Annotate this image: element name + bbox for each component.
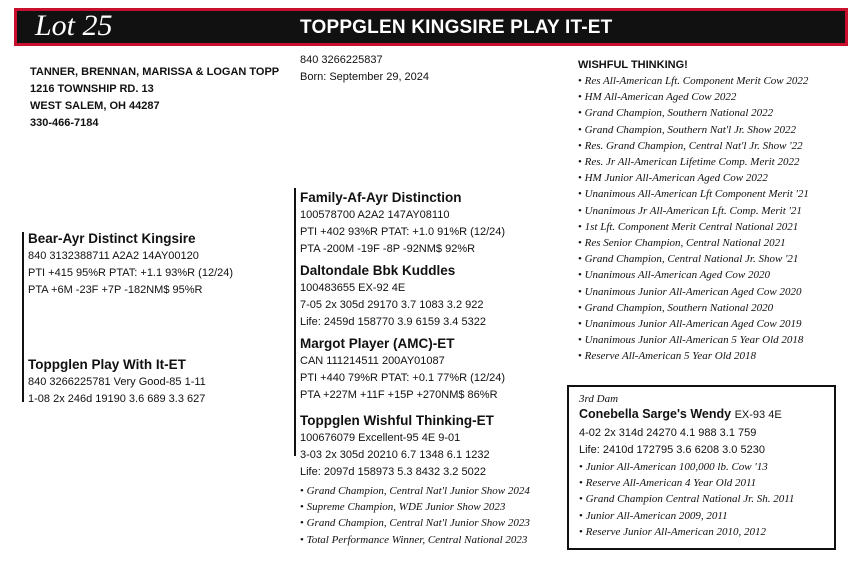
- dam-sire-line: CAN 111214511 200AY01087: [300, 355, 445, 367]
- animal-birthdate: Born: September 29, 2024: [300, 71, 430, 83]
- award-item: • Grand Champion, Central Nat'l Junior Show 2024: [300, 483, 530, 499]
- pedigree-line-dam: [294, 336, 296, 456]
- third-dam-name: Conebella Sarge's Wendy: [579, 407, 732, 421]
- lot-number: Lot 25: [35, 9, 113, 42]
- sire-dam-name: Daltondale Bbk Kuddles: [300, 263, 456, 278]
- third-dam-line: 4-02 2x 314d 24270 4.1 988 3.1 759: [579, 427, 757, 439]
- sire-sire-name: Family-Af-Ayr Distinction: [300, 190, 462, 205]
- owner-address-line2: WEST SALEM, OH 44287: [30, 100, 160, 112]
- pedigree-line-left: [22, 232, 24, 402]
- award-item: • HM All-American Aged Cow 2022: [578, 89, 809, 105]
- third-dam-classification: EX-93 4E: [734, 409, 782, 421]
- third-dam-label: 3rd Dam: [579, 393, 619, 405]
- award-item: • Res Senior Champion, Central National 2021: [578, 235, 809, 251]
- owner-block: [30, 64, 279, 132]
- award-item: • Unanimous Junior All-American Aged Cow 2019: [578, 316, 809, 332]
- award-item: • Reserve Junior All-American 2010, 2012: [579, 524, 794, 540]
- sire-line: PTA +6M -23F +7P -182NM$ 95%R: [28, 284, 203, 296]
- dam-sire-name: Margot Player (AMC)-ET: [300, 336, 455, 351]
- dam-dam-line: 3-03 2x 305d 20210 6.7 1348 6.1 1232: [300, 449, 490, 461]
- third-dam-box: [567, 385, 836, 550]
- animal-name: TOPPGLEN KINGSIRE PLAY IT-ET: [300, 17, 613, 38]
- sire-dam-block: [300, 261, 486, 331]
- award-item: • Grand Champion, Southern National 2020: [578, 300, 809, 316]
- sire-block: [28, 229, 233, 299]
- wishful-thinking-title: WISHFUL THINKING!: [578, 59, 688, 71]
- animal-registration: 840 3266225837: [300, 54, 383, 66]
- award-item: • Grand Champion Central National Jr. Sh. 2011: [579, 491, 794, 507]
- award-item: • Unanimous All-American Lft Component Merit '21: [578, 186, 809, 202]
- sire-line: PTI +415 95%R PTAT: +1.1 93%R (12/24): [28, 267, 234, 279]
- dam-line: 840 3266225781 Very Good-85 1-11: [28, 376, 206, 388]
- dam-block: [28, 355, 206, 408]
- sire-dam-line: 100483655 EX-92 4E: [300, 282, 406, 294]
- sire-dam-line: Life: 2459d 158770 3.9 6159 3.4 5322: [300, 316, 486, 328]
- dam-dam-line: Life: 2097d 158973 5.3 8432 3.2 5022: [300, 466, 486, 478]
- award-item: • Res. Jr All-American Lifetime Comp. Merit 2022: [578, 154, 809, 170]
- award-item: • HM Junior All-American Aged Cow 2022: [578, 170, 809, 186]
- dam-sire-block: [300, 334, 505, 404]
- award-item: • Reserve All-American 4 Year Old 2011: [579, 475, 794, 491]
- award-item: • Unanimous All-American Aged Cow 2020: [578, 267, 809, 283]
- award-item: • Junior All-American 100,000 lb. Cow '13: [579, 459, 794, 475]
- award-item: • Total Performance Winner, Central National 2023: [300, 532, 530, 548]
- award-item: • Grand Champion, Central Nat'l Junior Show 2023: [300, 515, 530, 531]
- dam-sire-line: PTI +440 79%R PTAT: +0.1 77%R (12/24): [300, 372, 506, 384]
- lot-header: [14, 8, 848, 46]
- award-item: • Grand Champion, Southern National 2022: [578, 105, 809, 121]
- dam-dam-name: Toppglen Wishful Thinking-ET: [300, 413, 494, 428]
- award-item: • Res All-American Lft. Component Merit Cow 2022: [578, 73, 809, 89]
- animal-info: [300, 52, 429, 86]
- award-item: • Reserve All-American 5 Year Old 2018: [578, 348, 809, 364]
- owner-address-line1: 1216 TOWNSHIP RD. 13: [30, 83, 154, 95]
- wishful-thinking-block: [578, 57, 809, 365]
- owner-name: TANNER, BRENNAN, MARISSA & LOGAN TOPP: [30, 66, 280, 78]
- award-item: • Unanimous Junior All-American 5 Year Old 2018: [578, 332, 809, 348]
- third-dam-title: [579, 405, 794, 425]
- dam-name: Toppglen Play With It-ET: [28, 357, 186, 372]
- pedigree-line-sire: [294, 188, 296, 348]
- dam-sire-line: PTA +227M +11F +15P +270NM$ 86%R: [300, 389, 498, 401]
- owner-phone: 330-466-7184: [30, 117, 99, 129]
- award-item: • 1st Lft. Component Merit Central National 2021: [578, 219, 809, 235]
- sire-sire-line: PTA -200M -19F -8P -92NM$ 92%R: [300, 243, 476, 255]
- dam-dam-awards: [300, 483, 530, 548]
- sire-dam-line: 7-05 2x 305d 29170 3.7 1083 3.2 922: [300, 299, 484, 311]
- sire-name: Bear-Ayr Distinct Kingsire: [28, 231, 196, 246]
- sire-line: 840 3132388711 A2A2 14AY00120: [28, 250, 199, 262]
- award-item: • Supreme Champion, WDE Junior Show 2023: [300, 499, 530, 515]
- dam-dam-block: [300, 411, 530, 548]
- sire-sire-line: PTI +402 93%R PTAT: +1.0 91%R (12/24): [300, 226, 506, 238]
- award-item: • Unanimous Junior All-American Aged Cow 2020: [578, 284, 809, 300]
- third-dam-awards: [579, 459, 794, 540]
- award-item: • Res. Grand Champion, Central Nat'l Jr. Show '22: [578, 138, 809, 154]
- award-item: • Grand Champion, Southern Nat'l Jr. Show 2022: [578, 122, 809, 138]
- third-dam-line: Life: 2410d 172795 3.6 6208 3.0 5230: [579, 444, 765, 456]
- sire-sire-line: 100578700 A2A2 147AY08110: [300, 209, 450, 221]
- award-item: • Unanimous Jr All-American Lft. Comp. Merit '21: [578, 203, 809, 219]
- award-item: • Junior All-American 2009, 2011: [579, 508, 794, 524]
- sire-sire-block: [300, 188, 505, 258]
- wishful-thinking-awards: [578, 73, 809, 365]
- third-dam-content: [579, 393, 794, 540]
- dam-dam-line: 100676079 Excellent-95 4E 9-01: [300, 432, 461, 444]
- dam-line: 1-08 2x 246d 19190 3.6 689 3.3 627: [28, 393, 206, 405]
- award-item: • Grand Champion, Central National Jr. Show '21: [578, 251, 809, 267]
